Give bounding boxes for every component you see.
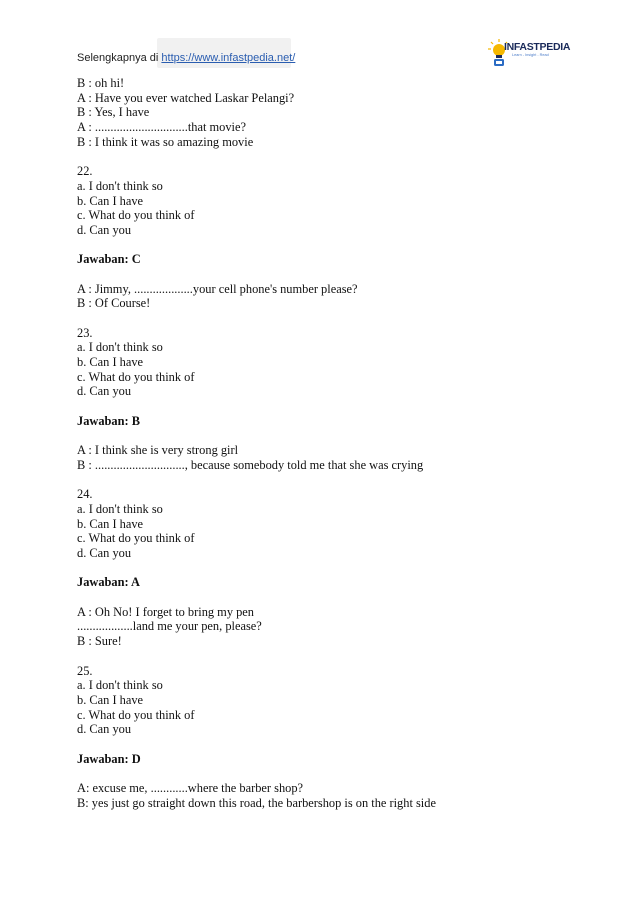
dialogue-line: A : Oh No! I forget to bring my pen — [77, 604, 255, 619]
question-number: 22. — [77, 164, 93, 179]
dialogue-line: B : Sure! — [77, 634, 122, 649]
answer-key: Jawaban: B — [77, 413, 140, 428]
answer-key: Jawaban: C — [77, 252, 141, 267]
answer-option: b. Can I have — [77, 516, 144, 531]
header-prefix: Selengkapnya di — [77, 52, 162, 64]
answer-option: d. Can you — [77, 722, 132, 737]
answer-option: a. I don't think so — [77, 178, 163, 193]
answer-option: a. I don't think so — [77, 340, 163, 355]
question-number: 24. — [77, 487, 93, 502]
logo-tagline: Learn - Insight - Read — [512, 53, 549, 57]
infastpedia-logo — [488, 37, 578, 69]
answer-option: c. What do you think of — [77, 369, 195, 384]
answer-option: c. What do you think of — [77, 531, 195, 546]
document-body — [77, 76, 597, 810]
spacer — [77, 561, 597, 576]
dialogue-line: B : oh hi! — [77, 76, 125, 90]
dialogue-line: A : I think she is very strong girl — [77, 443, 239, 458]
answer-option: c. What do you think of — [77, 707, 195, 722]
dialogue-line: A: excuse me, ............where the barber shop? — [77, 781, 304, 795]
answer-key: Jawaban: D — [77, 751, 141, 766]
dialogue-line: A : ..............................that movie? — [77, 120, 246, 135]
dialogue-line: B : Yes, I have — [77, 105, 150, 120]
spacer — [77, 311, 597, 326]
dialogue-line: A : Jimmy, ...................your cell phone's number please? — [77, 281, 358, 296]
dialogue-line: ..................land me your pen, please? — [77, 619, 262, 634]
answer-option: d. Can you — [77, 222, 132, 237]
answer-option: d. Can you — [77, 546, 132, 560]
spacer — [77, 649, 597, 664]
answer-option: a. I don't think so — [77, 501, 163, 516]
answer-key: Jawaban: A — [77, 575, 140, 590]
dialogue-line: B : I think it was so amazing movie — [77, 134, 254, 149]
question-number: 23. — [77, 325, 93, 340]
spacer — [77, 267, 597, 282]
spacer — [77, 149, 597, 164]
answer-option: c. What do you think of — [77, 208, 195, 223]
dialogue-line: B : ............................., because somebody told me that she was crying — [77, 457, 424, 472]
answer-option: a. I don't think so — [77, 678, 163, 693]
spacer — [77, 473, 597, 488]
question-number: 25. — [77, 663, 93, 678]
answer-option: b. Can I have — [77, 193, 144, 208]
dialogue-line: B : Of Course! — [77, 296, 151, 311]
spacer — [77, 766, 597, 781]
spacer — [77, 429, 597, 444]
spacer — [77, 238, 597, 253]
header-text — [77, 52, 295, 64]
answer-option: d. Can you — [77, 384, 132, 399]
spacer — [77, 590, 597, 605]
spacer — [77, 737, 597, 752]
spacer — [77, 399, 597, 414]
answer-option: b. Can I have — [77, 355, 144, 370]
logo-name: INFASTPEDIA — [504, 41, 571, 53]
source-link[interactable]: https://www.infastpedia.net/ — [161, 52, 296, 64]
dialogue-line: B: yes just go straight down this road, the barbershop is on the right side — [77, 795, 436, 810]
answer-option: b. Can I have — [77, 692, 144, 707]
dialogue-line: A : Have you ever watched Laskar Pelangi? — [77, 90, 295, 105]
